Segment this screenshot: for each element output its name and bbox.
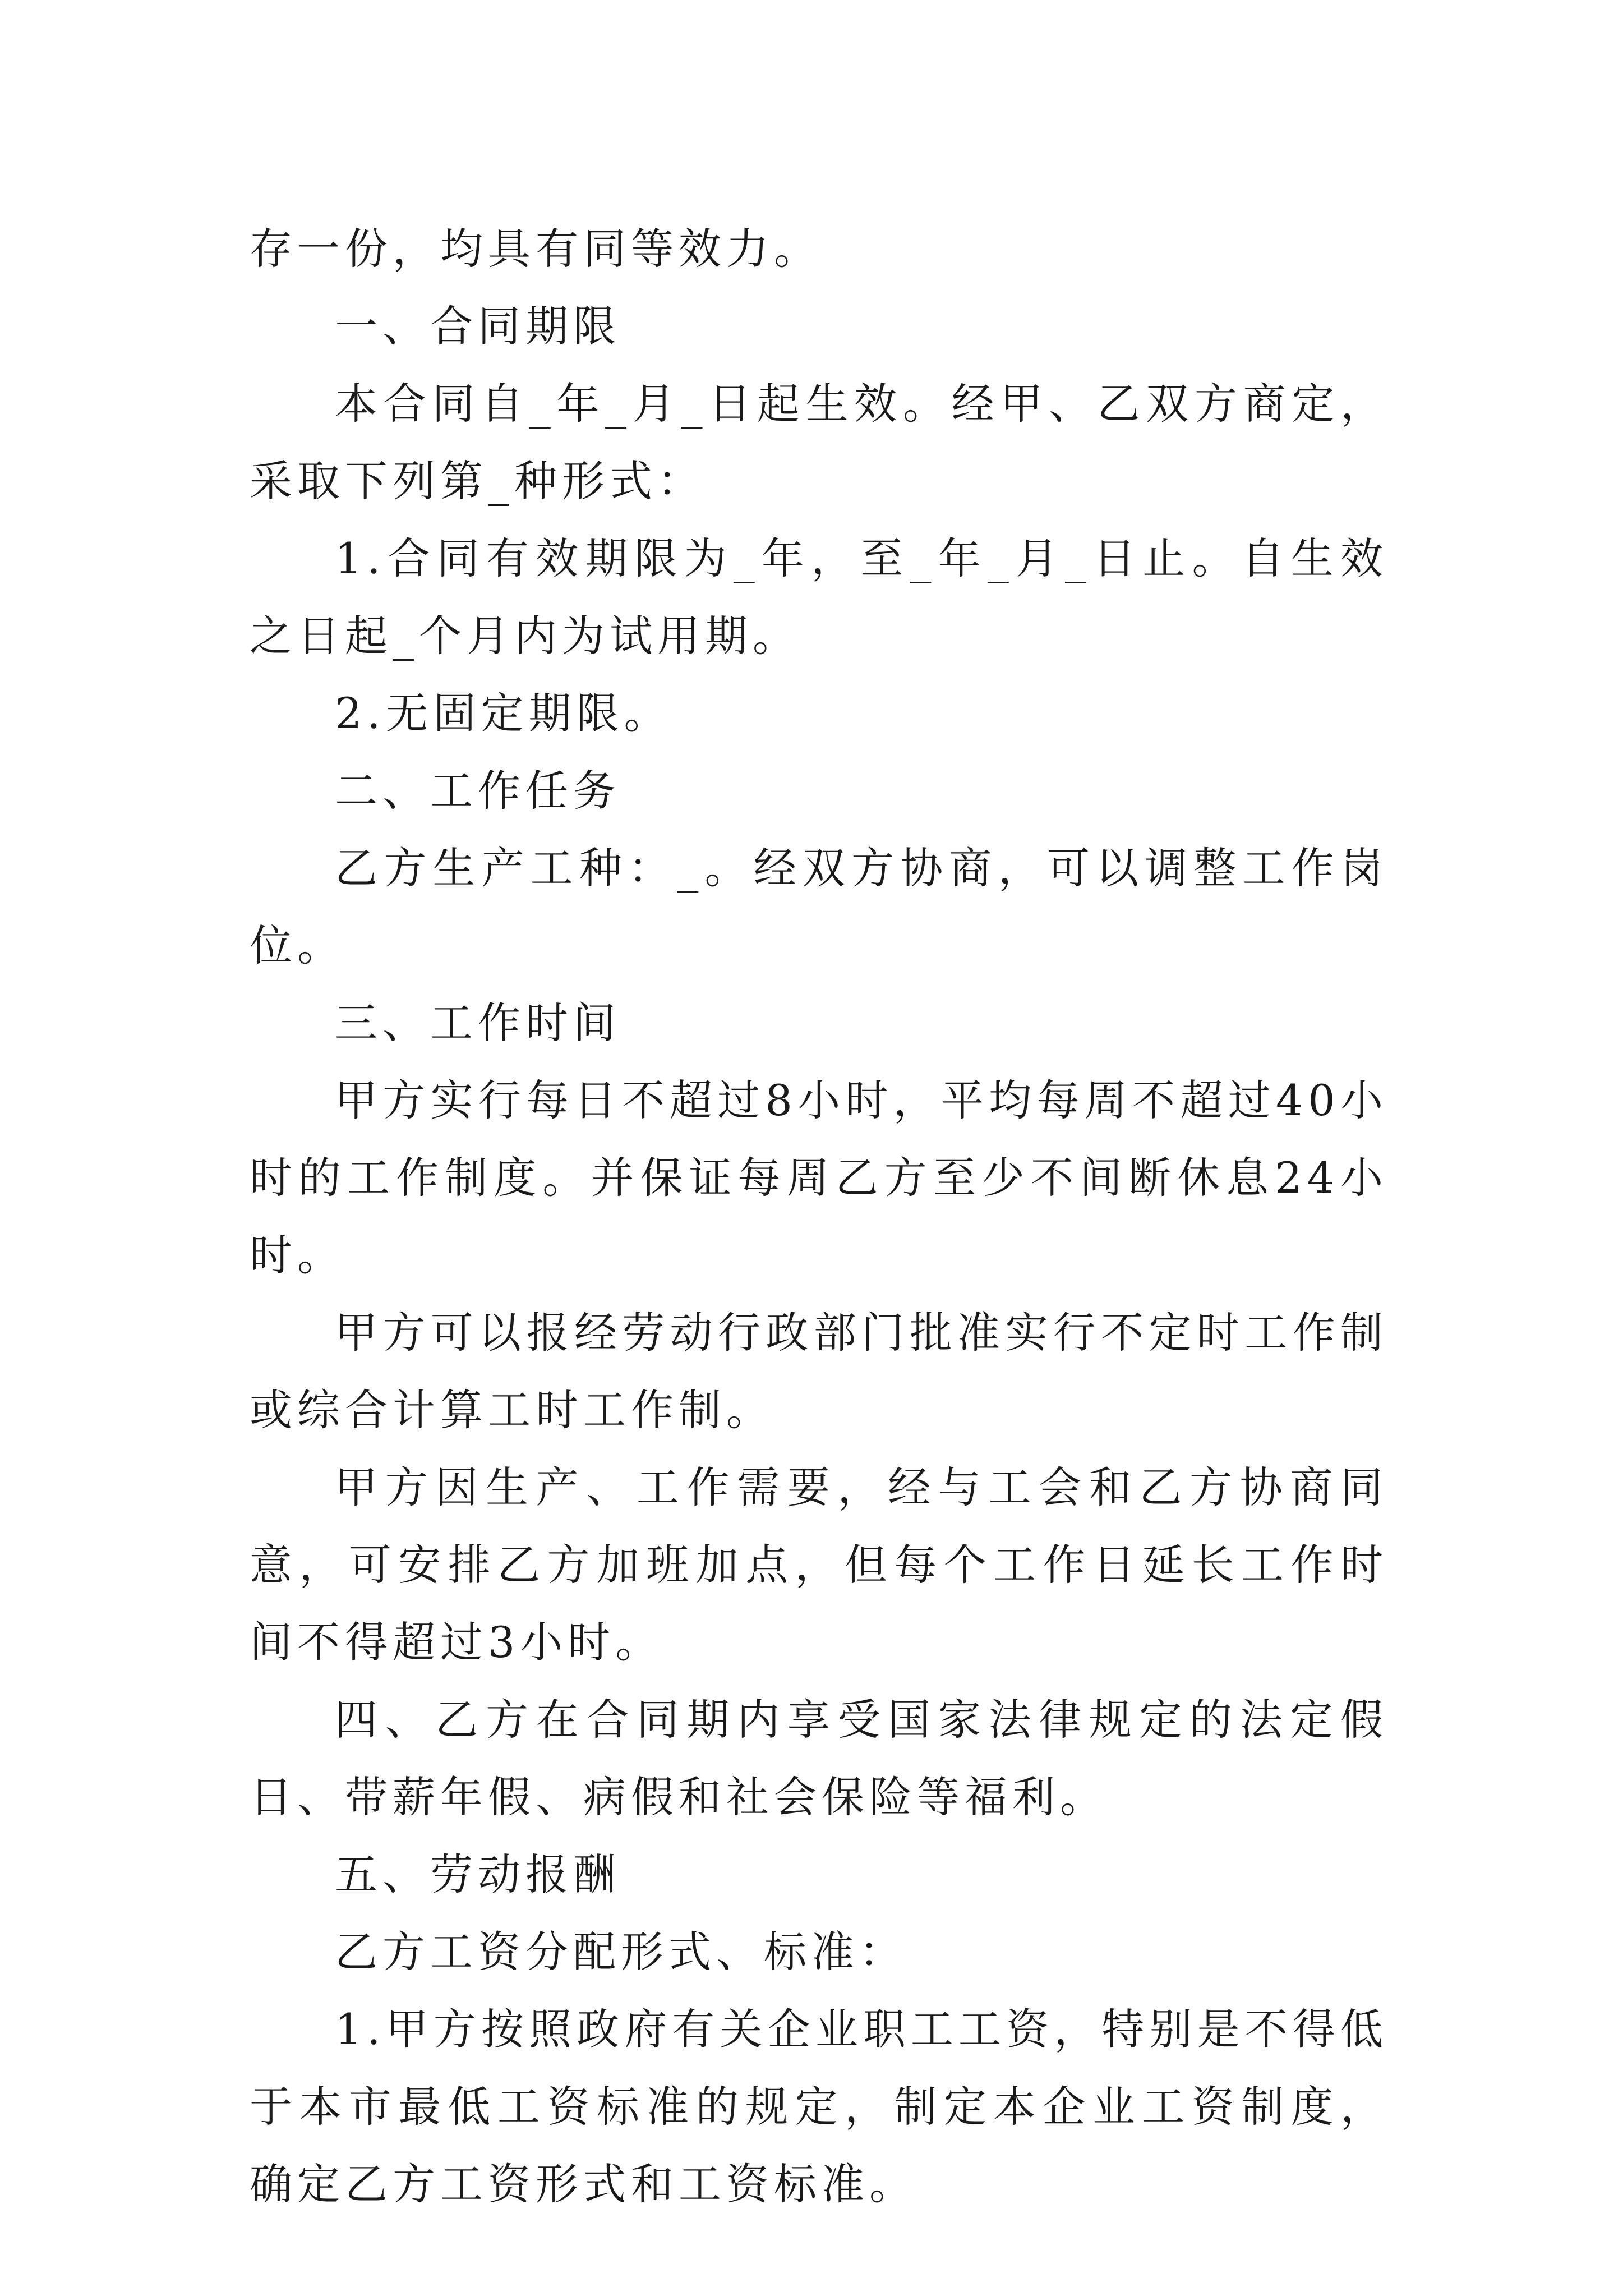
section-heading-remuneration: 五、劳动报酬 — [335, 1849, 621, 1899]
paragraph-daily-hours: 甲方实行每日不超过8小时，平均每周不超过40小时的工作制度。并保证每周乙方至少不间断休息24小时。 — [250, 1075, 1388, 1280]
paragraph-fixed-term: 1.合同有效期限为_年，至_年_月_日止。自生效之日起_个月内为试用期。 — [250, 533, 1388, 661]
paragraph-wage-form: 乙方工资分配形式、标准： — [335, 1927, 907, 1977]
paragraph-benefits: 四、乙方在合同期内享受国家法律规定的法定假日、带薪年假、病假和社会保险等福利。 — [250, 1695, 1388, 1822]
paragraph-effective-date: 本合同自_年_月_日起生效。经甲、乙双方商定，采取下列第_种形式： — [250, 379, 1388, 506]
paragraph-flexible-hours: 甲方可以报经劳动行政部门批准实行不定时工作制或综合计算工时工作制。 — [250, 1308, 1388, 1435]
section-heading-work-task: 二、工作任务 — [335, 766, 621, 816]
paragraph-wage-standard: 1.甲方按照政府有关企业职工工资，特别是不得低于本市最低工资标准的规定，制定本企业工资制度，确定乙方工资形式和工资标准。 — [250, 2004, 1388, 2209]
section-heading-contract-term: 一、合同期限 — [335, 301, 621, 351]
paragraph-job-type: 乙方生产工种：_。经双方协商，可以调整工作岗位。 — [250, 843, 1388, 970]
paragraph-continuation: 存一份，均具有同等效力。 — [250, 224, 822, 274]
section-heading-work-hours: 三、工作时间 — [335, 998, 621, 1048]
paragraph-open-term: 2.无固定期限。 — [335, 688, 672, 738]
paragraph-overtime: 甲方因生产、工作需要，经与工会和乙方协商同意，可安排乙方加班加点，但每个工作日延长工作时间不得超过3小时。 — [250, 1462, 1388, 1667]
document-body — [250, 210, 1388, 2223]
